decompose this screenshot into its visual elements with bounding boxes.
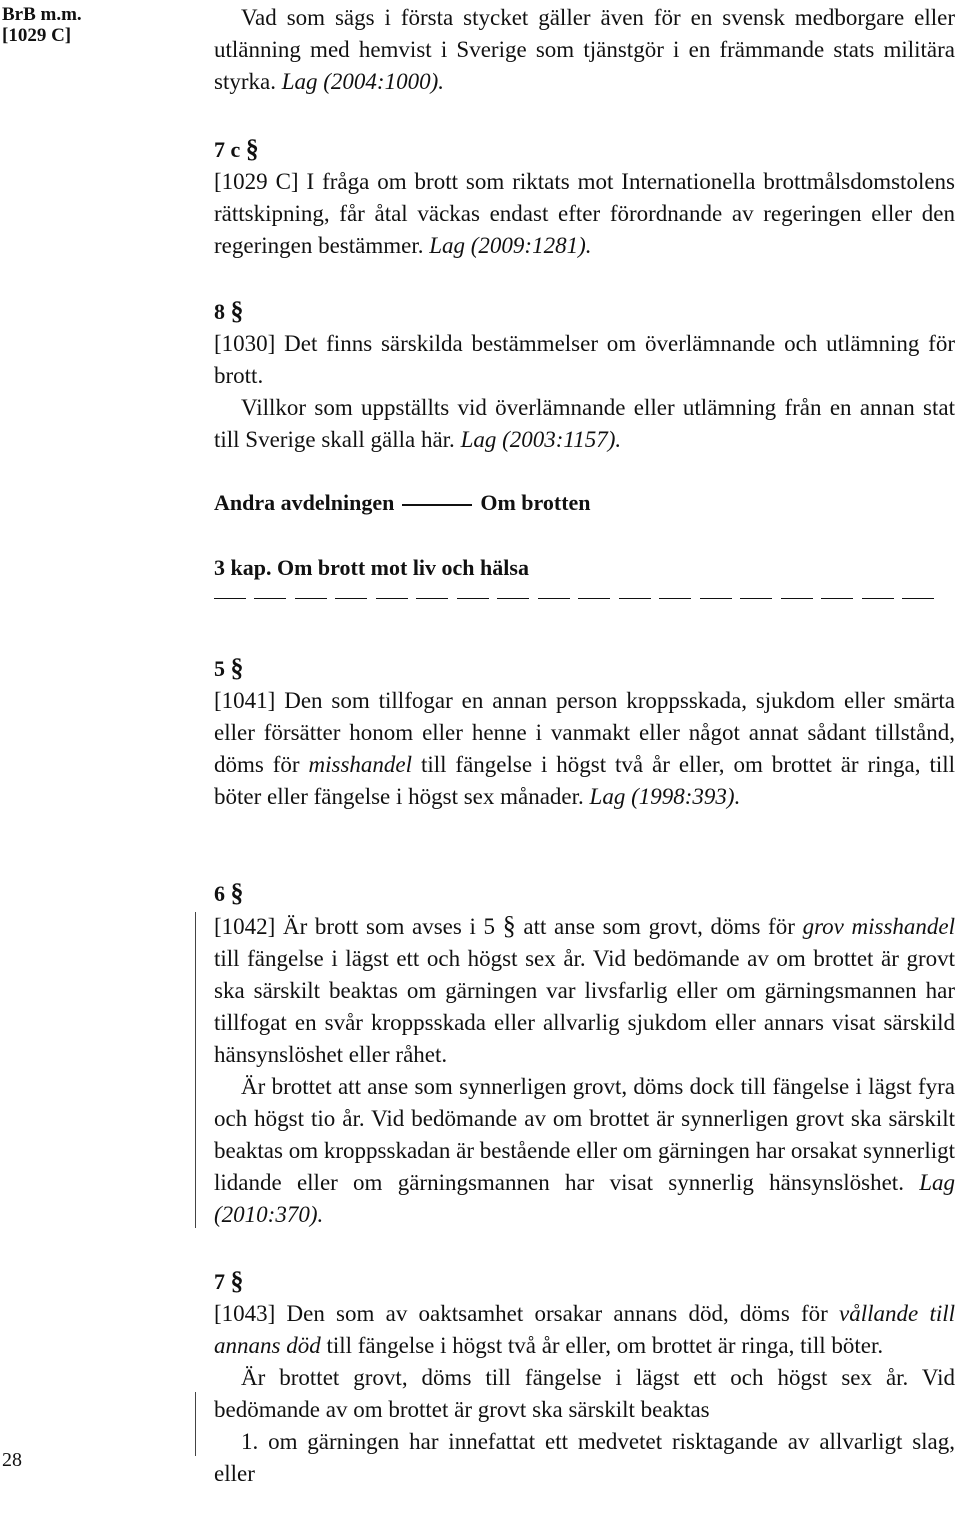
section-sign: § [230, 653, 244, 682]
section-5-text [214, 685, 955, 813]
section-8-p2-text: Villkor som uppställts vid överlämnande eller utlämning från en annan stat till Sverige skall gälla här. [214, 395, 955, 452]
section-5-post: till fängelse i högst två år eller, om brottet är ringa, till böter eller fängelse i högst sex månader. [214, 752, 955, 809]
section-7c-ref: Lag (2009:1281). [429, 233, 592, 258]
header-ref: [1029 C] [2, 25, 72, 46]
section-6-p2-text: Är brottet att anse som synnerligen grovt, döms dock till fängelse i lägst fyra och högst tio år. Vid bedömande av om brottet är synnerligen grovt ska särskilt beaktas om kroppsskadan är bestående eller om gärningen har orsakat synnerligt lidande eller om gärningsmannen har visat synnerlig hänsynslöshet. [214, 1074, 955, 1195]
change-bar [195, 912, 196, 1228]
section-8-number: 8 [214, 299, 225, 324]
section-6-p1 [214, 910, 955, 1071]
section-5-ref: Lag (1998:393). [589, 784, 741, 809]
division-name: Andra avdelningen [214, 490, 395, 515]
section-7-item-1: 1. om gärningen har innefattat ett medvetet risktagande av allvarligt slag, eller [214, 1429, 955, 1486]
section-8-p1: [1030] Det finns särskilda bestämmelser om överlämnande och utlämning för brott. [214, 331, 955, 388]
section-7c-heading [214, 133, 955, 166]
section-sign: § [230, 296, 244, 325]
section-7-heading [214, 1265, 955, 1298]
section-sign: § [230, 878, 244, 907]
section-5-number: 5 [214, 656, 225, 681]
section-7-p1-a: [1043] Den som av oaktsamhet orsakar annans död, döms för [214, 1301, 828, 1326]
division-subtitle: Om brotten [480, 490, 591, 515]
chapter-heading: 3 kap. Om brott mot liv och hälsa [214, 555, 529, 580]
section-8-heading [214, 295, 955, 328]
intro-text: Vad som sägs i första stycket gäller även för en svensk medborgare eller utlänning med hemvist i Sverige som tjänstgör i en främmande stats militära styrka. [214, 5, 955, 94]
section-5-pre: [1041] Den som tillfogar en annan person kroppsskada, sjukdom eller smärta eller försätter honom eller henne i vanmakt eller något annat sådant tillstånd, döms för [214, 688, 955, 777]
section-8-p2 [214, 392, 955, 456]
section-6 [214, 877, 955, 1231]
omission-dashes [214, 598, 934, 599]
section-8 [214, 295, 955, 456]
section-sign: § [230, 1266, 244, 1295]
section-6-p1-b: att anse som grovt, döms för [523, 914, 795, 939]
intro-ref: Lag (2004:1000). [281, 69, 444, 94]
section-7c [214, 133, 955, 262]
section-7 [214, 1265, 955, 1490]
section-7c-text [214, 166, 955, 262]
section-7-p1-b: till fängelse i högst två år eller, om brottet är ringa, till böter. [326, 1333, 884, 1358]
page-number: 28 [2, 1449, 22, 1471]
section-5-heading [214, 652, 955, 685]
em-dash [402, 504, 472, 506]
section-8-ref: Lag (2003:1157). [460, 427, 622, 452]
running-header [2, 4, 82, 46]
section-7-number: 7 [214, 1269, 225, 1294]
section-7-p2: Är brottet grovt, döms till fängelse i lägst ett och högst sex år. Vid bedömande av om brottet är grovt ska särskilt beaktas [214, 1365, 955, 1422]
header-title: BrB m.m. [2, 4, 82, 25]
term-vallande: vållande till annans död [214, 1301, 956, 1358]
section-5 [214, 652, 955, 813]
section-6-heading [214, 877, 955, 910]
section-6-ref: Lag (2010:370). [214, 1170, 956, 1227]
section-7c-body: [1029 C] I fråga om brott som riktats mot Internationella brottmålsdomstolens rättskipning, får åtal väckas endast efter förordnande av regeringen eller den regeringen bestämmer. [214, 169, 955, 258]
division-heading [214, 490, 591, 516]
section-6-number: 6 [214, 881, 225, 906]
section-6-p2 [214, 1071, 955, 1231]
section-6-p1-a: [1042] Är brott som avses i 5 [214, 914, 496, 939]
change-bar [195, 1392, 196, 1456]
term-grov-misshandel: grov misshandel [802, 914, 956, 939]
section-6-p1-c: till fängelse i lägst ett och högst sex år. Vid bedömande av om brottet är grovt ska särskilt beaktas om gärningen var livsfarlig eller om gärningsmannen har tillfogat en svår kroppsskada eller allvarlig sjukdom eller annars visat särskild hänsynslöshet eller råhet. [214, 946, 955, 1067]
section-7c-number: 7 c [214, 137, 241, 162]
section-sign: § [502, 911, 516, 940]
intro-paragraph [214, 2, 955, 98]
section-sign: § [245, 134, 259, 163]
section-7-p1 [214, 1298, 955, 1362]
term-misshandel: misshandel [308, 752, 413, 777]
